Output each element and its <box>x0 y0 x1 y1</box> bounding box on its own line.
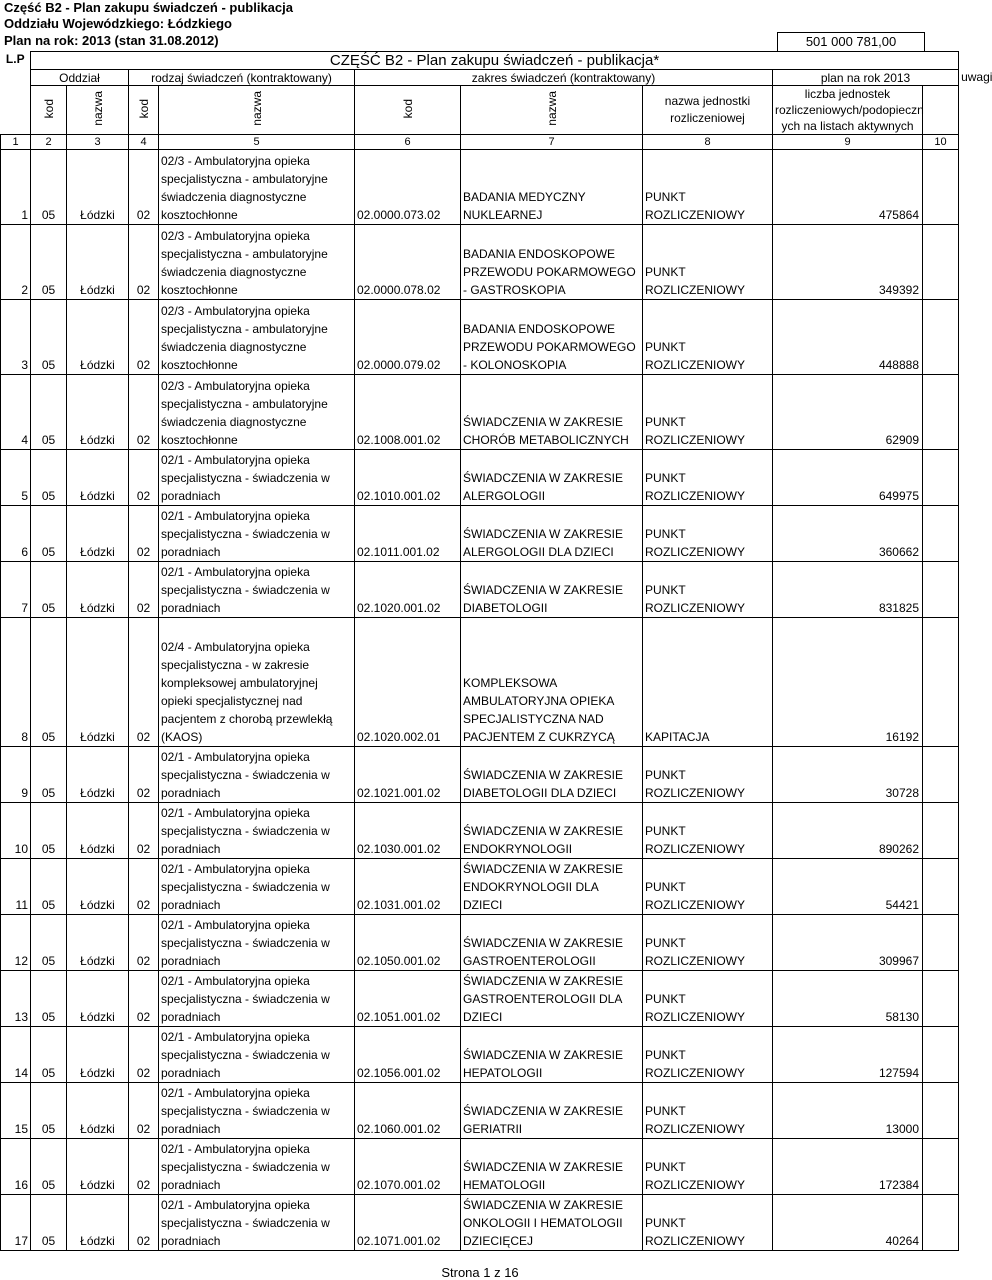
row-nazwa-rodzaj: 02/1 - Ambulatoryjna opieka specjalistyczna - świadczenia w poradniach <box>159 1083 355 1139</box>
row-jednostka: PUNKT ROZLICZENIOWY <box>643 1027 773 1083</box>
group-oddzial: Oddział <box>31 70 129 86</box>
row-liczba: 649975 <box>773 450 923 506</box>
row-lp: 6 <box>1 506 31 562</box>
row-liczba: 62909 <box>773 375 923 450</box>
row-lp: 7 <box>1 562 31 618</box>
row-uwagi <box>923 375 959 450</box>
row-uwagi <box>923 562 959 618</box>
row-nazwa-oddzial: Łódzki <box>67 225 129 300</box>
liczba-jednostek-header: liczba jednostek rozliczeniowych/podopieczn ych na listach aktywnych <box>773 86 923 135</box>
table-row <box>1 450 959 506</box>
row-liczba: 13000 <box>773 1083 923 1139</box>
row-kod-rodzaj: 02 <box>129 225 159 300</box>
row-nazwa-zakres: ŚWIADCZENIA W ZAKRESIE GERIATRII <box>461 1083 643 1139</box>
row-uwagi <box>923 1083 959 1139</box>
row-kod-oddzial: 05 <box>31 300 67 375</box>
row-jednostka: PUNKT ROZLICZENIOWY <box>643 562 773 618</box>
table-row <box>1 562 959 618</box>
row-kod-rodzaj: 02 <box>129 971 159 1027</box>
row-uwagi <box>923 747 959 803</box>
row-uwagi <box>923 915 959 971</box>
row-kod-zakres: 02.1030.001.02 <box>355 803 461 859</box>
lp-header: L.P <box>1 52 31 135</box>
kod-zakres-header: kod <box>400 98 415 119</box>
row-kod-zakres: 02.1020.002.01 <box>355 618 461 747</box>
row-nazwa-oddzial: Łódzki <box>67 150 129 225</box>
row-liczba: 58130 <box>773 971 923 1027</box>
row-liczba: 16192 <box>773 618 923 747</box>
row-uwagi <box>923 618 959 747</box>
row-nazwa-zakres: ŚWIADCZENIA W ZAKRESIE DIABETOLOGII DLA DZIECI <box>461 747 643 803</box>
row-nazwa-rodzaj: 02/3 - Ambulatoryjna opieka specjalistyczna - ambulatoryjne świadczenia diagnostyczne kosztochłonne <box>159 375 355 450</box>
row-jednostka: PUNKT ROZLICZENIOWY <box>643 375 773 450</box>
row-kod-rodzaj: 02 <box>129 300 159 375</box>
row-lp: 4 <box>1 375 31 450</box>
row-nazwa-oddzial: Łódzki <box>67 300 129 375</box>
row-nazwa-zakres: ŚWIADCZENIA W ZAKRESIE ALERGOLOGII <box>461 450 643 506</box>
kod-oddzial-header: kod <box>41 98 56 119</box>
row-nazwa-zakres: ŚWIADCZENIA W ZAKRESIE HEMATOLOGII <box>461 1139 643 1195</box>
row-liczba: 360662 <box>773 506 923 562</box>
row-kod-oddzial: 05 <box>31 1195 67 1251</box>
row-kod-zakres: 02.1031.001.02 <box>355 859 461 915</box>
row-jednostka: PUNKT ROZLICZENIOWY <box>643 747 773 803</box>
row-kod-rodzaj: 02 <box>129 859 159 915</box>
row-jednostka: PUNKT ROZLICZENIOWY <box>643 803 773 859</box>
table-row <box>1 747 959 803</box>
row-uwagi <box>923 1195 959 1251</box>
row-nazwa-zakres: ŚWIADCZENIA W ZAKRESIE ENDOKRYNOLOGII <box>461 803 643 859</box>
row-kod-rodzaj: 02 <box>129 915 159 971</box>
row-kod-oddzial: 05 <box>31 859 67 915</box>
row-uwagi <box>923 150 959 225</box>
row-kod-zakres: 02.1010.001.02 <box>355 450 461 506</box>
table-row <box>1 803 959 859</box>
row-liczba: 40264 <box>773 1195 923 1251</box>
row-kod-rodzaj: 02 <box>129 1083 159 1139</box>
row-kod-zakres: 02.1008.001.02 <box>355 375 461 450</box>
row-lp: 5 <box>1 450 31 506</box>
row-uwagi <box>923 971 959 1027</box>
group-plan: plan na rok 2013 <box>773 70 959 86</box>
row-jednostka: KAPITACJA <box>643 618 773 747</box>
table-row <box>1 1027 959 1083</box>
column-number: 10 <box>923 135 959 150</box>
row-lp: 12 <box>1 915 31 971</box>
row-kod-rodzaj: 02 <box>129 618 159 747</box>
row-liczba: 349392 <box>773 225 923 300</box>
row-nazwa-oddzial: Łódzki <box>67 562 129 618</box>
table-row <box>1 506 959 562</box>
nazwa-jednostki-header: nazwa jednostki rozliczeniowej <box>643 86 773 135</box>
row-kod-rodzaj: 02 <box>129 1027 159 1083</box>
row-kod-oddzial: 05 <box>31 225 67 300</box>
row-nazwa-zakres: ŚWIADCZENIA W ZAKRESIE ONKOLOGII I HEMATOLOGII DZIECIĘCEJ <box>461 1195 643 1251</box>
row-kod-zakres: 02.0000.073.02 <box>355 150 461 225</box>
plan-year-title: Plan na rok: 2013 (stan 31.08.2012) <box>4 33 219 48</box>
row-kod-oddzial: 05 <box>31 1027 67 1083</box>
row-nazwa-rodzaj: 02/1 - Ambulatoryjna opieka specjalistyczna - świadczenia w poradniach <box>159 1195 355 1251</box>
row-kod-oddzial: 05 <box>31 150 67 225</box>
row-jednostka: PUNKT ROZLICZENIOWY <box>643 506 773 562</box>
row-nazwa-oddzial: Łódzki <box>67 618 129 747</box>
row-uwagi <box>923 300 959 375</box>
row-kod-zakres: 02.1051.001.02 <box>355 971 461 1027</box>
row-jednostka: PUNKT ROZLICZENIOWY <box>643 150 773 225</box>
row-kod-rodzaj: 02 <box>129 375 159 450</box>
row-nazwa-oddzial: Łódzki <box>67 859 129 915</box>
table-row <box>1 1083 959 1139</box>
row-kod-rodzaj: 02 <box>129 562 159 618</box>
row-lp: 9 <box>1 747 31 803</box>
row-nazwa-rodzaj: 02/3 - Ambulatoryjna opieka specjalistyczna - ambulatoryjne świadczenia diagnostyczne kosztochłonne <box>159 225 355 300</box>
row-kod-rodzaj: 02 <box>129 803 159 859</box>
row-kod-zakres: 02.1050.001.02 <box>355 915 461 971</box>
table-row <box>1 150 959 225</box>
column-number: 2 <box>31 135 67 150</box>
row-kod-zakres: 02.1056.001.02 <box>355 1027 461 1083</box>
row-nazwa-oddzial: Łódzki <box>67 1195 129 1251</box>
row-liczba: 172384 <box>773 1139 923 1195</box>
row-kod-zakres: 02.1021.001.02 <box>355 747 461 803</box>
kod-rodzaj-header: kod <box>136 98 151 119</box>
row-nazwa-oddzial: Łódzki <box>67 506 129 562</box>
row-nazwa-oddzial: Łódzki <box>67 971 129 1027</box>
table-row <box>1 618 959 747</box>
document-title: Część B2 - Plan zakupu świadczeń - publikacja <box>4 0 293 15</box>
row-nazwa-rodzaj: 02/1 - Ambulatoryjna opieka specjalistyczna - świadczenia w poradniach <box>159 971 355 1027</box>
column-number: 8 <box>643 135 773 150</box>
nazwa-zakres-header: nazwa <box>544 91 559 126</box>
row-nazwa-zakres: ŚWIADCZENIA W ZAKRESIE DIABETOLOGII <box>461 562 643 618</box>
row-nazwa-zakres: ŚWIADCZENIA W ZAKRESIE CHORÓB METABOLICZNYCH <box>461 375 643 450</box>
column-number: 9 <box>773 135 923 150</box>
row-jednostka: PUNKT ROZLICZENIOWY <box>643 1083 773 1139</box>
row-nazwa-zakres: ŚWIADCZENIA W ZAKRESIE GASTROENTEROLOGII <box>461 915 643 971</box>
row-nazwa-rodzaj: 02/1 - Ambulatoryjna opieka specjalistyczna - świadczenia w poradniach <box>159 562 355 618</box>
row-nazwa-rodzaj: 02/1 - Ambulatoryjna opieka specjalistyczna - świadczenia w poradniach <box>159 506 355 562</box>
row-kod-oddzial: 05 <box>31 1139 67 1195</box>
row-kod-oddzial: 05 <box>31 803 67 859</box>
row-kod-oddzial: 05 <box>31 1083 67 1139</box>
row-nazwa-oddzial: Łódzki <box>67 1139 129 1195</box>
column-number: 6 <box>355 135 461 150</box>
row-jednostka: PUNKT ROZLICZENIOWY <box>643 225 773 300</box>
table-row <box>1 859 959 915</box>
table-row <box>1 375 959 450</box>
row-kod-zakres: 02.0000.078.02 <box>355 225 461 300</box>
group-zakres: zakres świadczeń (kontraktowany) <box>355 70 773 86</box>
row-kod-oddzial: 05 <box>31 618 67 747</box>
column-number: 7 <box>461 135 643 150</box>
row-nazwa-rodzaj: 02/1 - Ambulatoryjna opieka specjalistyczna - świadczenia w poradniach <box>159 747 355 803</box>
row-uwagi <box>923 450 959 506</box>
row-kod-rodzaj: 02 <box>129 450 159 506</box>
row-kod-zakres: 02.1071.001.02 <box>355 1195 461 1251</box>
row-kod-rodzaj: 02 <box>129 150 159 225</box>
row-kod-oddzial: 05 <box>31 450 67 506</box>
row-kod-oddzial: 05 <box>31 506 67 562</box>
plan-total-value: 501 000 781,00 <box>777 32 925 52</box>
row-lp: 10 <box>1 803 31 859</box>
row-nazwa-rodzaj: 02/3 - Ambulatoryjna opieka specjalistyczna - ambulatoryjne świadczenia diagnostyczne kosztochłonne <box>159 150 355 225</box>
row-kod-rodzaj: 02 <box>129 1195 159 1251</box>
row-liczba: 890262 <box>773 803 923 859</box>
row-nazwa-rodzaj: 02/1 - Ambulatoryjna opieka specjalistyczna - świadczenia w poradniach <box>159 450 355 506</box>
row-nazwa-rodzaj: 02/1 - Ambulatoryjna opieka specjalistyczna - świadczenia w poradniach <box>159 915 355 971</box>
row-lp: 17 <box>1 1195 31 1251</box>
row-nazwa-rodzaj: 02/1 - Ambulatoryjna opieka specjalistyczna - świadczenia w poradniach <box>159 1139 355 1195</box>
page-number: Strona 1 z 16 <box>441 1265 519 1280</box>
row-jednostka: PUNKT ROZLICZENIOWY <box>643 450 773 506</box>
row-nazwa-rodzaj: 02/1 - Ambulatoryjna opieka specjalistyczna - świadczenia w poradniach <box>159 1027 355 1083</box>
row-kod-oddzial: 05 <box>31 375 67 450</box>
column-number: 5 <box>159 135 355 150</box>
row-lp: 14 <box>1 1027 31 1083</box>
table-row <box>1 1139 959 1195</box>
row-liczba: 831825 <box>773 562 923 618</box>
row-nazwa-rodzaj: 02/3 - Ambulatoryjna opieka specjalistyczna - ambulatoryjne świadczenia diagnostyczne kosztochłonne <box>159 300 355 375</box>
column-number: 1 <box>1 135 31 150</box>
row-lp: 16 <box>1 1139 31 1195</box>
table-row <box>1 1195 959 1251</box>
row-jednostka: PUNKT ROZLICZENIOWY <box>643 915 773 971</box>
table-row <box>1 300 959 375</box>
row-nazwa-rodzaj: 02/1 - Ambulatoryjna opieka specjalistyczna - świadczenia w poradniach <box>159 803 355 859</box>
row-nazwa-oddzial: Łódzki <box>67 747 129 803</box>
row-lp: 13 <box>1 971 31 1027</box>
row-nazwa-oddzial: Łódzki <box>67 803 129 859</box>
row-lp: 3 <box>1 300 31 375</box>
row-nazwa-oddzial: Łódzki <box>67 1083 129 1139</box>
row-kod-rodzaj: 02 <box>129 1139 159 1195</box>
row-nazwa-zakres: BADANIA ENDOSKOPOWE PRZEWODU POKARMOWEGO - KOLONOSKOPIA <box>461 300 643 375</box>
row-uwagi <box>923 506 959 562</box>
row-lp: 1 <box>1 150 31 225</box>
row-jednostka: PUNKT ROZLICZENIOWY <box>643 1139 773 1195</box>
table-row <box>1 915 959 971</box>
row-nazwa-rodzaj: 02/4 - Ambulatoryjna opieka specjalistyczna - w zakresie kompleksowej ambulatoryjnej opieki specjalistycznej nad pacjentem z chorobą przewlekłą (KAOS) <box>159 618 355 747</box>
table-row <box>1 225 959 300</box>
row-lp: 11 <box>1 859 31 915</box>
row-nazwa-zakres: ŚWIADCZENIA W ZAKRESIE ENDOKRYNOLOGII DLA DZIECI <box>461 859 643 915</box>
table-title: CZĘŚĆ B2 - Plan zakupu świadczeń - publikacja* <box>31 52 959 70</box>
row-nazwa-oddzial: Łódzki <box>67 915 129 971</box>
row-uwagi <box>923 225 959 300</box>
row-jednostka: PUNKT ROZLICZENIOWY <box>643 300 773 375</box>
region-title: Oddziału Wojewódzkiego: Łódzkiego <box>4 16 232 31</box>
group-rodzaj: rodzaj świadczeń (kontraktowany) <box>129 70 355 86</box>
row-lp: 15 <box>1 1083 31 1139</box>
row-liczba: 30728 <box>773 747 923 803</box>
row-nazwa-zakres: BADANIA MEDYCZNY NUKLEARNEJ <box>461 150 643 225</box>
row-liczba: 475864 <box>773 150 923 225</box>
row-nazwa-zakres: KOMPLEKSOWA AMBULATORYJNA OPIEKA SPECJALISTYCZNA NAD PACJENTEM Z CUKRZYCĄ <box>461 618 643 747</box>
row-kod-rodzaj: 02 <box>129 506 159 562</box>
row-kod-oddzial: 05 <box>31 562 67 618</box>
table-row <box>1 971 959 1027</box>
nazwa-oddzial-header: nazwa <box>90 91 105 126</box>
row-lp: 8 <box>1 618 31 747</box>
column-number: 4 <box>129 135 159 150</box>
row-nazwa-oddzial: Łódzki <box>67 1027 129 1083</box>
row-kod-oddzial: 05 <box>31 747 67 803</box>
row-liczba: 54421 <box>773 859 923 915</box>
row-nazwa-zakres: ŚWIADCZENIA W ZAKRESIE GASTROENTEROLOGII DLA DZIECI <box>461 971 643 1027</box>
row-kod-oddzial: 05 <box>31 971 67 1027</box>
row-uwagi <box>923 859 959 915</box>
row-nazwa-oddzial: Łódzki <box>67 450 129 506</box>
row-nazwa-zakres: BADANIA ENDOSKOPOWE PRZEWODU POKARMOWEGO - GASTROSKOPIA <box>461 225 643 300</box>
row-kod-oddzial: 05 <box>31 915 67 971</box>
row-nazwa-zakres: ŚWIADCZENIA W ZAKRESIE ALERGOLOGII DLA DZIECI <box>461 506 643 562</box>
row-kod-rodzaj: 02 <box>129 747 159 803</box>
row-kod-zakres: 02.1020.001.02 <box>355 562 461 618</box>
row-liczba: 448888 <box>773 300 923 375</box>
row-uwagi <box>923 1027 959 1083</box>
nazwa-rodzaj-header: nazwa <box>249 91 264 126</box>
row-jednostka: PUNKT ROZLICZENIOWY <box>643 1195 773 1251</box>
row-jednostka: PUNKT ROZLICZENIOWY <box>643 859 773 915</box>
row-kod-zakres: 02.1070.001.02 <box>355 1139 461 1195</box>
row-kod-zakres: 02.1060.001.02 <box>355 1083 461 1139</box>
row-uwagi <box>923 803 959 859</box>
row-nazwa-oddzial: Łódzki <box>67 375 129 450</box>
row-lp: 2 <box>1 225 31 300</box>
row-liczba: 309967 <box>773 915 923 971</box>
plan-table: L.P CZĘŚĆ B2 - Plan zakupu świadczeń - publikacja* Oddział rodzaj świadczeń (kontraktowany) zakres świadczeń (kontraktowany) plan na rok 2013 uwagi kod nazwa kod nazwa kod nazwa nazwa jednostki rozliczeniowej liczba jednostek rozliczeniowych/podopieczn ych na listach aktywnych 1 2 3 4 5 6 7 8 9 10 1 05 Łódzki 02 02/3 - Ambulatoryjna opieka specjalistyczna - ambulatoryjne świadczenia diagnostyczne kosztochłonne 02.0000.073.02 BADANIA MEDYCZNY NUKLEARNEJ PUNKT ROZLICZENIOWY 475864 2 05 Łódzki 02 02/3 - Ambulatoryjna opieka specjalistyczna - ambulatoryjne świadczenia diagnostyczne kosztochłonne 02.0000.078.02 BADANIA ENDOSKOPOWE PRZEWODU POKARMOWEGO - GASTROSKOPIA PUNKT ROZLICZENIOWY 349392 3 05 Łódzki 02 02/3 - Ambulatoryjna opieka specjalistyczna - ambulatoryjne świadczenia diagnostyczne kosztochłonne 02.0000.079.02 BADANIA ENDOSKOPOWE PRZEWODU POKARMOWEGO - KOLONOSKOPIA PUNKT ROZLICZENIOWY 448888 4 05 Łódzki 02 02/3 - Ambulatoryjna opieka specjalistyczna - ambulatoryjne świadczenia diagnostyczne kosztochłonne 02.1008.001.02 ŚWIADCZENIA W ZAKRESIE CHORÓB METABOLICZNYCH PUNKT ROZLICZENIOWY 62909 5 05 Łódzki 02 02/1 - Ambulatoryjna opieka specjalistyczna - świadczenia w poradniach 02.1010.001.02 ŚWIADCZENIA W ZAKRESIE ALERGOLOGII PUNKT ROZLICZENIOWY 649975 6 05 Łódzki 02 02/1 - Ambulatoryjna opieka specjalistyczna - świadczenia w poradniach 02.1011.001.02 ŚWIADCZENIA W ZAKRESIE ALERGOLOGII DLA DZIECI PUNKT ROZLICZENIOWY 360662 7 05 Łódzki 02 02/1 - Ambulatoryjna opieka specjalistyczna - świadczenia w poradniach 02.1020.001.02 ŚWIADCZENIA W ZAKRESIE DIABETOLOGII PUNKT ROZLICZENIOWY 831825 8 05 Łódzki 02 02/4 - Ambulatoryjna opieka specjalistyczna - w zakresie kompleksowej ambulatoryjnej opieki specjalistycznej nad pacjentem z chorobą przewlekłą (KAOS) 02.1020.002.01 KOMPLEKSOWA AMBULATORYJNA OPIEKA SPECJALISTYCZNA NAD PACJENTEM Z CUKRZYCĄ KAPITACJA 16192 9 05 Łódzki 02 02/1 - Ambulatoryjna opieka specjalistyczna - świadczenia w poradniach 02.1021.001.02 ŚWIADCZENIA W ZAKRESIE DIABETOLOGII DLA DZIECI PUNKT ROZLICZENIOWY 30728 10 05 Łódzki 02 02/1 - Ambulatoryjna opieka specjalistyczna - świadczenia w poradniach 02.1030.001.02 ŚWIADCZENIA W ZAKRESIE ENDOKRYNOLOGII PUNKT ROZLICZENIOWY 890262 11 05 Łódzki 02 02/1 - Ambulatoryjna opieka specjalistyczna - świadczenia w poradniach 02.1031.001.02 ŚWIADCZENIA W ZAKRESIE ENDOKRYNOLOGII DLA DZIECI PUNKT ROZLICZENIOWY 54421 12 05 Łódzki 02 02/1 - Ambulatoryjna opieka specjalistyczna - świadczenia w poradniach 02.1050.001.02 ŚWIADCZENIA W ZAKRESIE GASTROENTEROLOGII PUNKT ROZLICZENIOWY 309967 13 05 Łódzki 02 02/1 - Ambulatoryjna opieka specjalistyczna - świadczenia w poradniach 02.1051.001.02 ŚWIADCZENIA W ZAKRESIE GASTROENTEROLOGII DLA DZIECI PUNKT ROZLICZENIOWY 58130 14 05 Łódzki 02 02/1 - Ambulatoryjna opieka specjalistyczna - świadczenia w poradniach 02.1056.001.02 ŚWIADCZENIA W ZAKRESIE HEPATOLOGII PUNKT ROZLICZENIOWY 127594 15 05 Łódzki 02 02/1 - Ambulatoryjna opieka specjalistyczna - świadczenia w poradniach 02.1060.001.02 ŚWIADCZENIA W ZAKRESIE GERIATRII PUNKT ROZLICZENIOWY 13000 16 05 Łódzki 02 02/1 - Ambulatoryjna opieka specjalistyczna - świadczenia w poradniach 02.1070.001.02 ŚWIADCZENIA W ZAKRESIE HEMATOLOGII PUNKT ROZLICZENIOWY 172384 17 05 Łódzki 02 02/1 - Ambulatoryjna opieka specjalistyczna - świadczenia w poradniach 02.1071.001.02 ŚWIADCZENIA W ZAKRESIE ONKOLOGII I HEMATOLOGII DZIECIĘCEJ PUNKT ROZLICZENIOWY 40264 <box>0 51 959 1251</box>
row-nazwa-rodzaj: 02/1 - Ambulatoryjna opieka specjalistyczna - świadczenia w poradniach <box>159 859 355 915</box>
row-jednostka: PUNKT ROZLICZENIOWY <box>643 971 773 1027</box>
row-uwagi <box>923 1139 959 1195</box>
row-kod-zakres: 02.1011.001.02 <box>355 506 461 562</box>
row-kod-zakres: 02.0000.079.02 <box>355 300 461 375</box>
row-nazwa-zakres: ŚWIADCZENIA W ZAKRESIE HEPATOLOGII <box>461 1027 643 1083</box>
row-liczba: 127594 <box>773 1027 923 1083</box>
column-number: 3 <box>67 135 129 150</box>
